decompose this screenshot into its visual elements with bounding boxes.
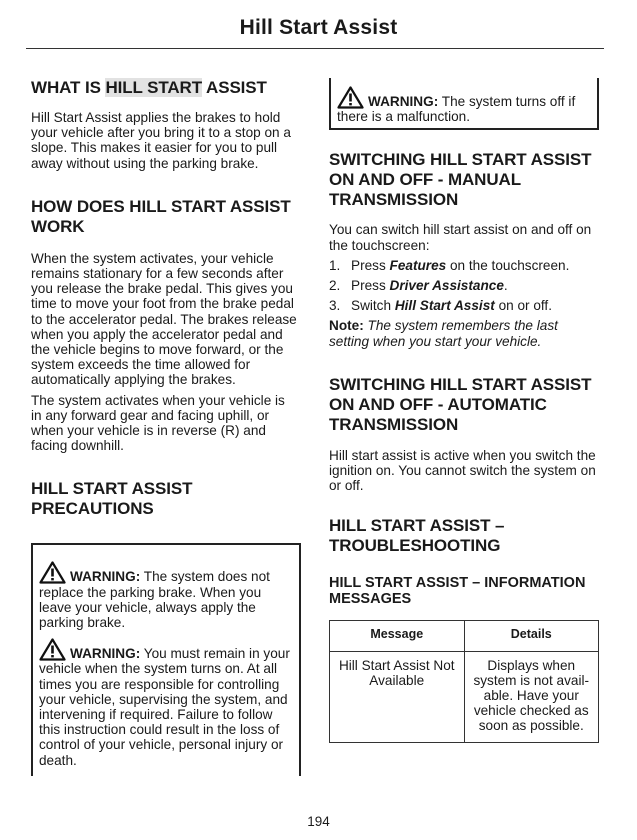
step-text: on or off. <box>494 298 552 314</box>
how-does-body-2: The system activates when your vehicle is in any forward gear and facing uphill, or when your vehicle is in reverse (R) and facing downhill. <box>31 392 285 454</box>
step-number: 2. <box>329 278 341 294</box>
table-cell-message: Hill Start Assist Not Available <box>330 651 465 742</box>
precautions-heading: HILL START ASSIST PRECAUTIONS <box>31 479 193 519</box>
warning-triangle-icon <box>39 561 66 584</box>
step-text: on the touchscreen. <box>446 257 570 273</box>
step-control-name: Features <box>389 257 447 273</box>
warning-triangle-icon <box>337 86 364 109</box>
right-column <box>329 78 597 743</box>
warning-box <box>329 78 599 130</box>
note-label: Note: <box>329 318 364 334</box>
how-does-body-1: When the system activates, your vehicle remains stationary for a few seconds after you release the brake pedal. This gives you time to move your foot from the brake pedal to the accelerator pedal. The brakes release when you apply the accelerator pedal and the vehicle begins to move forward, or the system exceeds the time allowed for automatically applying the brakes. <box>31 250 297 388</box>
table-row <box>330 651 599 742</box>
troubleshooting-heading: HILL START ASSIST – TROUBLESHOOTING <box>329 516 505 556</box>
warning-label: WARNING: <box>368 94 439 109</box>
warning-2 <box>39 638 293 768</box>
heading-text: WHAT IS <box>31 78 106 97</box>
warning-label: WARNING: <box>70 646 141 662</box>
table-header-details: Details <box>464 621 599 651</box>
step-text: Press <box>351 257 390 273</box>
steps-list <box>329 258 597 314</box>
step-text: Press <box>351 278 390 294</box>
step-control-name: Hill Start Assist <box>394 298 495 314</box>
warning-text: You must remain in your vehicle when the system turns on. At all times you are responsible for controlling your vehicle, supervising the system, and intervening if required. Failure to follow this instruction could result in the loss of control of your vehicle, personal injury or death. <box>39 646 290 768</box>
list-item <box>329 298 597 313</box>
warning-label: WARNING: <box>70 569 141 585</box>
warning-text: The system does not replace the parking brake. When you leave your vehicle, always apply the parking brake. <box>39 569 270 631</box>
list-item <box>329 278 597 293</box>
what-is-body: Hill Start Assist applies the brakes to hold your vehicle after you bring it to a stop on a slope. This makes it easier for you to pull away without using the parking brake. <box>31 110 291 171</box>
how-does-heading: HOW DOES HILL START ASSIST WORK <box>31 196 291 236</box>
automatic-body: Hill start assist is active when you switch the ignition on. You cannot switch the system on or off. <box>329 447 596 494</box>
step-text: . <box>503 278 508 294</box>
heading-text: ASSIST <box>202 78 267 97</box>
left-column <box>31 78 299 776</box>
warning-triangle-icon <box>39 638 66 661</box>
manual-transmission-heading: SWITCHING HILL START ASSIST ON AND OFF - MANUAL TRANSMISSION <box>329 150 592 210</box>
automatic-transmission-heading: SWITCHING HILL START ASSIST ON AND OFF - AUTOMATIC TRANSMISSION <box>329 374 592 434</box>
warning-3 <box>337 86 591 124</box>
step-number: 3. <box>329 298 341 314</box>
warning-box <box>31 543 301 775</box>
note <box>329 318 597 348</box>
information-messages-table <box>329 620 599 742</box>
table-cell-details: Displays when system is not avail- able. Have your vehicle checked as soon as possible. <box>464 651 599 742</box>
highlighted-term: HILL START <box>105 78 203 97</box>
step-number: 1. <box>329 257 341 273</box>
warning-1 <box>39 561 293 630</box>
table-header-row <box>330 621 599 651</box>
note-text: The system remembers the last setting when you start your vehicle. <box>329 318 558 349</box>
page-title: Hill Start Assist <box>239 16 398 39</box>
list-item <box>329 258 597 273</box>
step-text: Switch <box>351 298 395 314</box>
manual-intro: You can switch hill start assist on and off on the touchscreen: <box>329 222 592 253</box>
warning-text: The system turns off if there is a malfunction. <box>337 94 576 125</box>
title-rule <box>26 48 604 49</box>
table-header-message: Message <box>330 621 465 651</box>
information-messages-heading: HILL START ASSIST – INFORMATION MESSAGES <box>329 575 586 608</box>
page-number: 194 <box>307 814 330 829</box>
step-control-name: Driver Assistance <box>389 278 504 294</box>
what-is-heading <box>31 78 299 98</box>
